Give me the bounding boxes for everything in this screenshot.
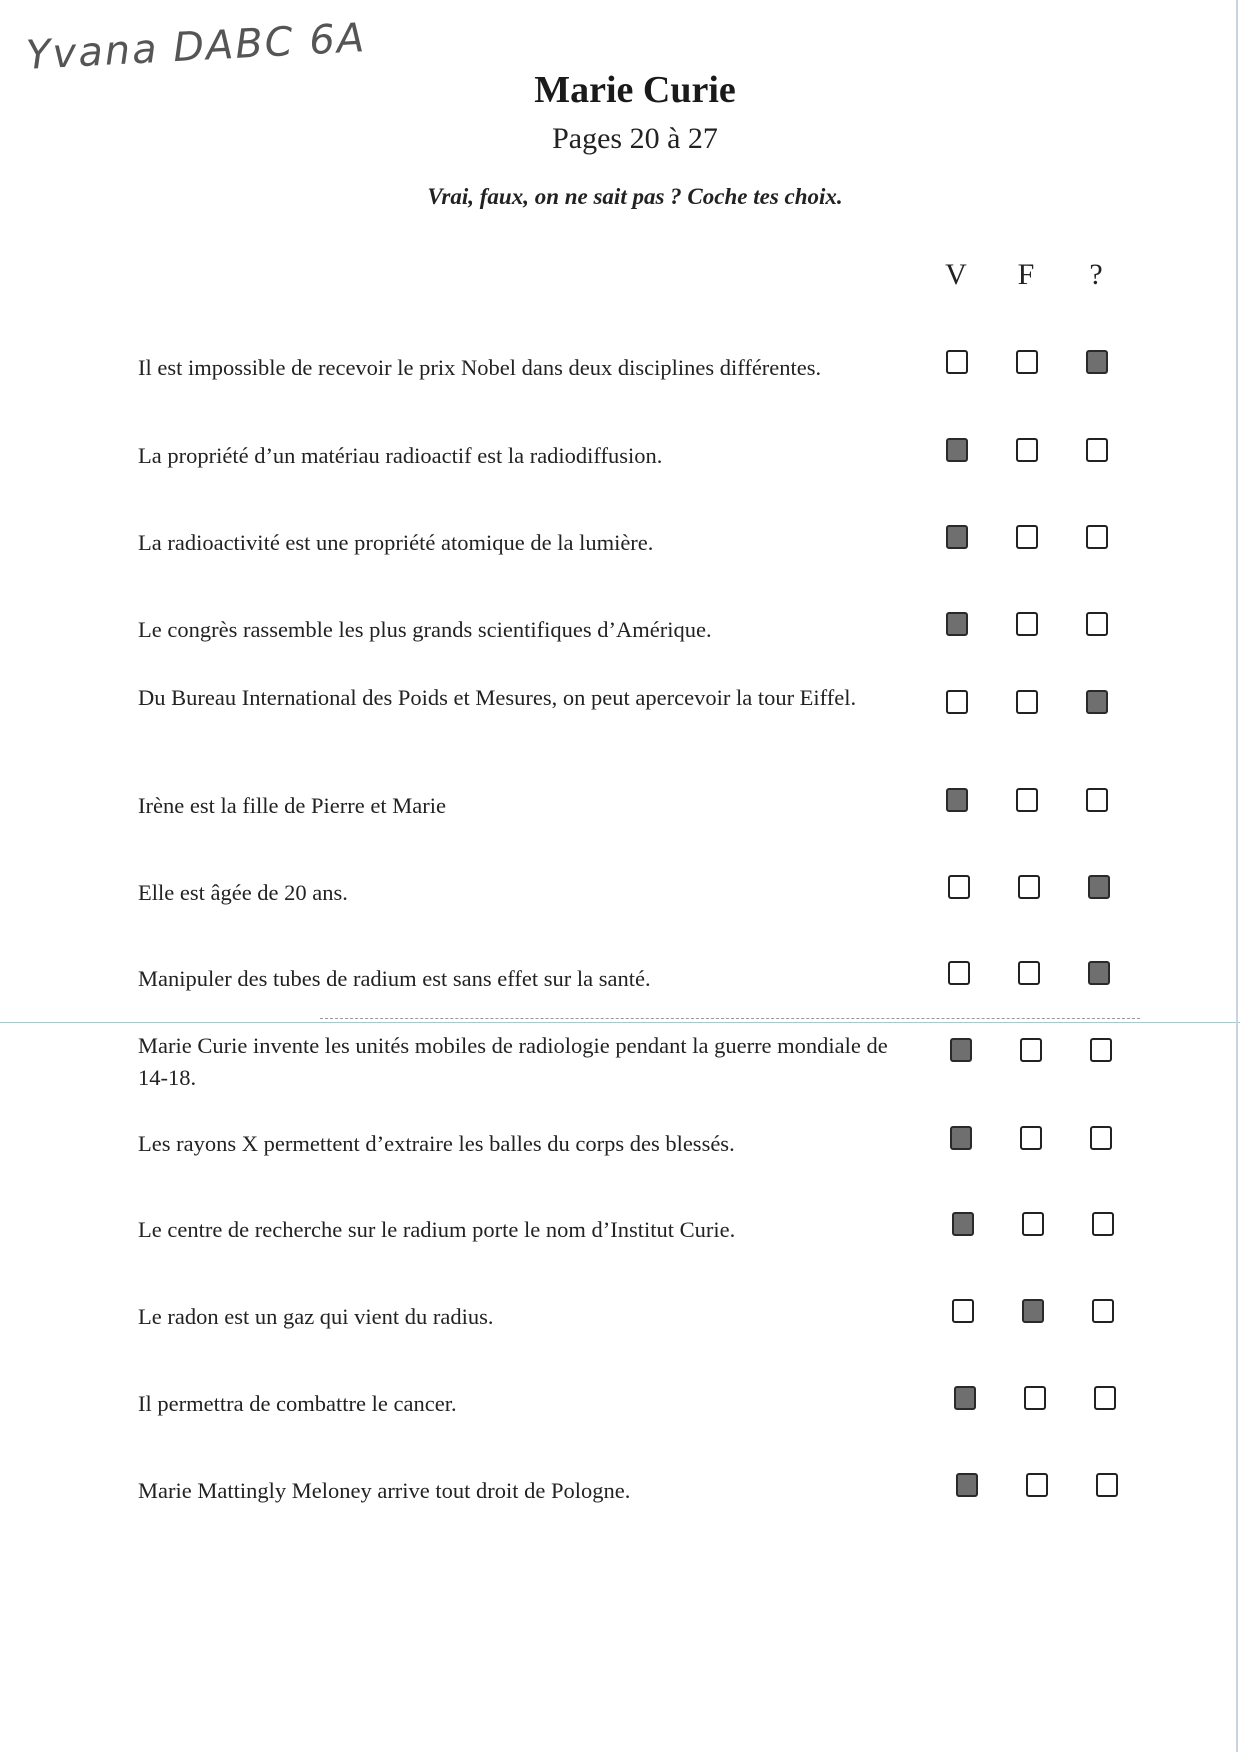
checkbox-faux[interactable] bbox=[1016, 612, 1038, 636]
checkbox-unknown[interactable] bbox=[1092, 1299, 1114, 1323]
checkbox-vrai[interactable] bbox=[948, 961, 970, 985]
checkbox-faux[interactable] bbox=[1022, 1299, 1044, 1323]
question-text: Manipuler des tubes de radium est sans effet sur la santé. bbox=[138, 966, 651, 991]
question-row bbox=[0, 1384, 1240, 1464]
checkbox-faux[interactable] bbox=[1022, 1212, 1044, 1236]
question-row bbox=[0, 959, 1240, 1039]
checkbox-faux[interactable] bbox=[1018, 961, 1040, 985]
page-edge bbox=[1236, 0, 1238, 1752]
question-row bbox=[0, 1124, 1240, 1204]
column-header-faux: F bbox=[1017, 258, 1035, 291]
checkbox-faux[interactable] bbox=[1018, 875, 1040, 899]
column-header-unknown: ? bbox=[1089, 258, 1103, 291]
question-row bbox=[0, 523, 1240, 603]
question-text: Le congrès rassemble les plus grands scientifiques d’Amérique. bbox=[138, 617, 712, 642]
checkbox-vrai[interactable] bbox=[946, 525, 968, 549]
checkbox-unknown[interactable] bbox=[1088, 875, 1110, 899]
checkbox-unknown[interactable] bbox=[1094, 1386, 1116, 1410]
fold-line bbox=[320, 1018, 1140, 1020]
question-text: Du Bureau International des Poids et Mesures, on peut apercevoir la tour Eiffel. bbox=[138, 685, 857, 710]
question-text: Le centre de recherche sur le radium porte le nom d’Institut Curie. bbox=[138, 1217, 736, 1242]
question-row bbox=[0, 610, 1240, 690]
question-text: Il permettra de combattre le cancer. bbox=[138, 1391, 457, 1416]
checkbox-vrai[interactable] bbox=[946, 690, 968, 714]
page-subtitle: Pages 20 à 27 bbox=[552, 122, 718, 155]
checkbox-vrai[interactable] bbox=[952, 1212, 974, 1236]
student-handwritten-name: Yvana DABC 6A bbox=[25, 15, 368, 79]
checkbox-unknown[interactable] bbox=[1086, 612, 1108, 636]
question-text: Les rayons X permettent d’extraire les balles du corps des blessés. bbox=[138, 1131, 735, 1156]
checkbox-vrai[interactable] bbox=[954, 1386, 976, 1410]
checkbox-vrai[interactable] bbox=[950, 1038, 972, 1062]
checkbox-faux[interactable] bbox=[1026, 1473, 1048, 1497]
checkbox-unknown[interactable] bbox=[1090, 1126, 1112, 1150]
checkbox-vrai[interactable] bbox=[948, 875, 970, 899]
checkbox-faux[interactable] bbox=[1020, 1038, 1042, 1062]
question-text: Marie Curie invente les unités mobiles de radiologie pendant la guerre mondiale de 14-18. bbox=[138, 1033, 888, 1090]
question-text: La radioactivité est une propriété atomique de la lumière. bbox=[138, 530, 654, 555]
question-row bbox=[0, 786, 1240, 866]
question-row bbox=[0, 1033, 1240, 1116]
question-row bbox=[0, 436, 1240, 516]
question-row bbox=[0, 1210, 1240, 1290]
checkbox-unknown[interactable] bbox=[1096, 1473, 1118, 1497]
checkbox-vrai[interactable] bbox=[946, 438, 968, 462]
question-text: Le radon est un gaz qui vient du radius. bbox=[138, 1304, 494, 1329]
checkbox-unknown[interactable] bbox=[1090, 1038, 1112, 1062]
checkbox-unknown[interactable] bbox=[1086, 350, 1108, 374]
checkbox-faux[interactable] bbox=[1024, 1386, 1046, 1410]
checkbox-faux[interactable] bbox=[1016, 525, 1038, 549]
checkbox-unknown[interactable] bbox=[1086, 788, 1108, 812]
question-row bbox=[0, 1297, 1240, 1377]
checkbox-vrai[interactable] bbox=[946, 350, 968, 374]
checkbox-faux[interactable] bbox=[1016, 438, 1038, 462]
question-text: Marie Mattingly Meloney arrive tout droit de Pologne. bbox=[138, 1478, 631, 1503]
checkbox-vrai[interactable] bbox=[952, 1299, 974, 1323]
question-text: Elle est âgée de 20 ans. bbox=[138, 880, 348, 905]
checkbox-faux[interactable] bbox=[1016, 690, 1038, 714]
checkbox-unknown[interactable] bbox=[1086, 690, 1108, 714]
checkbox-unknown[interactable] bbox=[1086, 438, 1108, 462]
checkbox-vrai[interactable] bbox=[946, 612, 968, 636]
question-row bbox=[0, 1471, 1240, 1551]
page-title: Marie Curie bbox=[534, 69, 736, 111]
checkbox-vrai[interactable] bbox=[946, 788, 968, 812]
question-row bbox=[0, 873, 1240, 953]
checkbox-faux[interactable] bbox=[1020, 1126, 1042, 1150]
checkbox-unknown[interactable] bbox=[1086, 525, 1108, 549]
question-row bbox=[0, 685, 1240, 768]
checkbox-faux[interactable] bbox=[1016, 788, 1038, 812]
checkbox-unknown[interactable] bbox=[1088, 961, 1110, 985]
checkbox-unknown[interactable] bbox=[1092, 1212, 1114, 1236]
scan-line bbox=[0, 1022, 1240, 1023]
question-text: Il est impossible de recevoir le prix Nobel dans deux disciplines différentes. bbox=[138, 355, 822, 380]
column-header-vrai: V bbox=[945, 258, 967, 291]
checkbox-vrai[interactable] bbox=[950, 1126, 972, 1150]
checkbox-vrai[interactable] bbox=[956, 1473, 978, 1497]
question-row bbox=[0, 348, 1240, 428]
question-text: La propriété d’un matériau radioactif est la radiodiffusion. bbox=[138, 443, 663, 468]
checkbox-faux[interactable] bbox=[1016, 350, 1038, 374]
question-text: Irène est la fille de Pierre et Marie bbox=[138, 793, 446, 818]
instructions: Vrai, faux, on ne sait pas ? Coche tes choix. bbox=[427, 184, 843, 209]
